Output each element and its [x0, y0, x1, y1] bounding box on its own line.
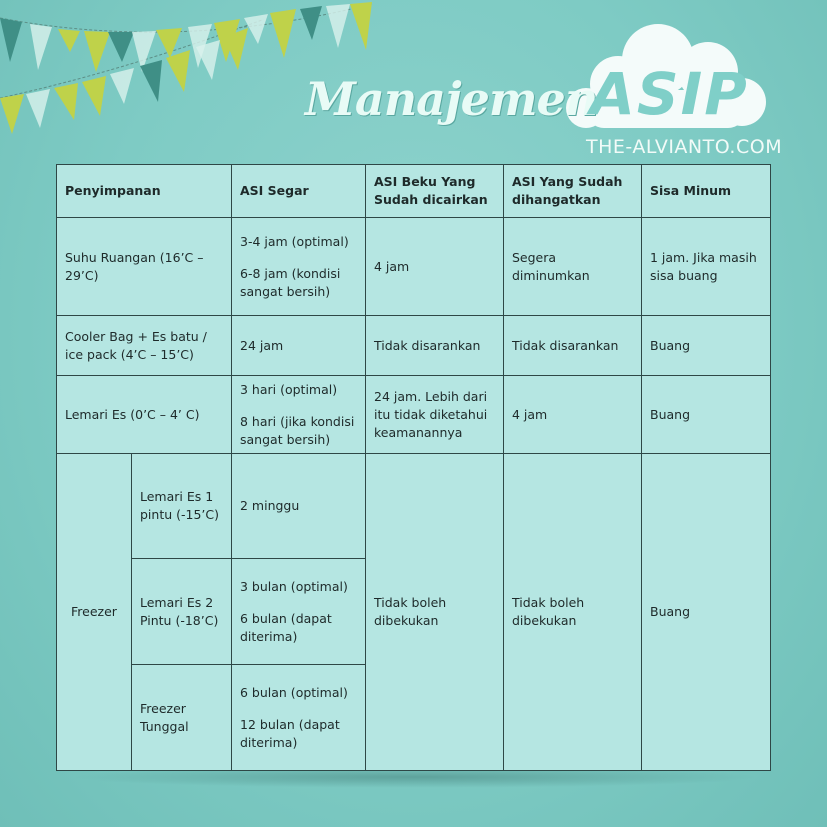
table-row	[57, 218, 771, 316]
header-penyimpanan: Penyimpanan	[57, 165, 232, 218]
sisa-minum-cell: 1 jam. Jika masih sisa buang	[642, 218, 771, 316]
header-sisa-minum: Sisa Minum	[642, 165, 771, 218]
asi-segar-cell	[232, 559, 366, 665]
segar-value: 3 hari (optimal)	[240, 381, 338, 397]
freezer-type: Freezer Tunggal	[132, 665, 232, 771]
table-row	[57, 376, 771, 454]
asi-beku-cell: Tidak boleh dibekukan	[366, 454, 504, 771]
asi-segar-cell	[232, 218, 366, 316]
asi-segar-cell	[232, 376, 366, 454]
title-asip: ASIP	[590, 60, 749, 128]
header-asi-beku: ASI Beku Yang Sudah dicairkan	[366, 165, 504, 218]
header-asi-hangat: ASI Yang Sudah dihangatkan	[504, 165, 642, 218]
sisa-minum-cell: Buang	[642, 376, 771, 454]
asi-segar-cell	[232, 665, 366, 771]
storage-place: Cooler Bag + Es batu / ice pack (4’C – 15’C)	[57, 316, 232, 376]
segar-value: 3-4 jam (optimal)	[240, 233, 349, 249]
asi-hangat-cell: Tidak disarankan	[504, 316, 642, 376]
asi-segar-cell: 2 minggu	[232, 454, 366, 559]
sisa-minum-cell: Buang	[642, 454, 771, 771]
table-header-row	[57, 165, 771, 218]
asi-beku-cell: 24 jam. Lebih dari itu tidak diketahui keamanannya	[366, 376, 504, 454]
asi-hangat-cell: Segera diminumkan	[504, 218, 642, 316]
sisa-minum-cell: Buang	[642, 316, 771, 376]
freezer-type: Lemari Es 1 pintu (-15’C)	[132, 454, 232, 559]
freezer-type: Lemari Es 2 Pintu (-18’C)	[132, 559, 232, 665]
segar-value: 12 bulan (dapat diterima)	[240, 716, 340, 750]
segar-value: 8 hari (jika kondisi sangat bersih)	[240, 413, 355, 447]
asi-beku-cell: 4 jam	[366, 218, 504, 316]
title-manajemen: Manajemen	[305, 72, 598, 126]
storage-place: Lemari Es (0’C – 4’ C)	[57, 376, 232, 454]
page-title	[305, 60, 805, 136]
segar-value: 6 bulan (dapat diterima)	[240, 610, 332, 644]
segar-value: 6 bulan (optimal)	[240, 684, 348, 700]
asi-segar-cell: 24 jam	[232, 316, 366, 376]
asi-hangat-cell: Tidak boleh dibekukan	[504, 454, 642, 771]
segar-value: 6-8 jam (kondisi sangat bersih)	[240, 265, 341, 299]
header-asi-segar: ASI Segar	[232, 165, 366, 218]
asi-hangat-cell: 4 jam	[504, 376, 642, 454]
asi-beku-cell: Tidak disarankan	[366, 316, 504, 376]
asip-storage-table	[56, 164, 771, 771]
table-row	[57, 316, 771, 376]
site-url: THE-ALVIANTO.COM	[586, 136, 783, 158]
freezer-label: Freezer	[57, 454, 132, 771]
storage-place: Suhu Ruangan (16’C – 29’C)	[57, 218, 232, 316]
table-row	[57, 454, 771, 559]
segar-value: 3 bulan (optimal)	[240, 578, 348, 594]
